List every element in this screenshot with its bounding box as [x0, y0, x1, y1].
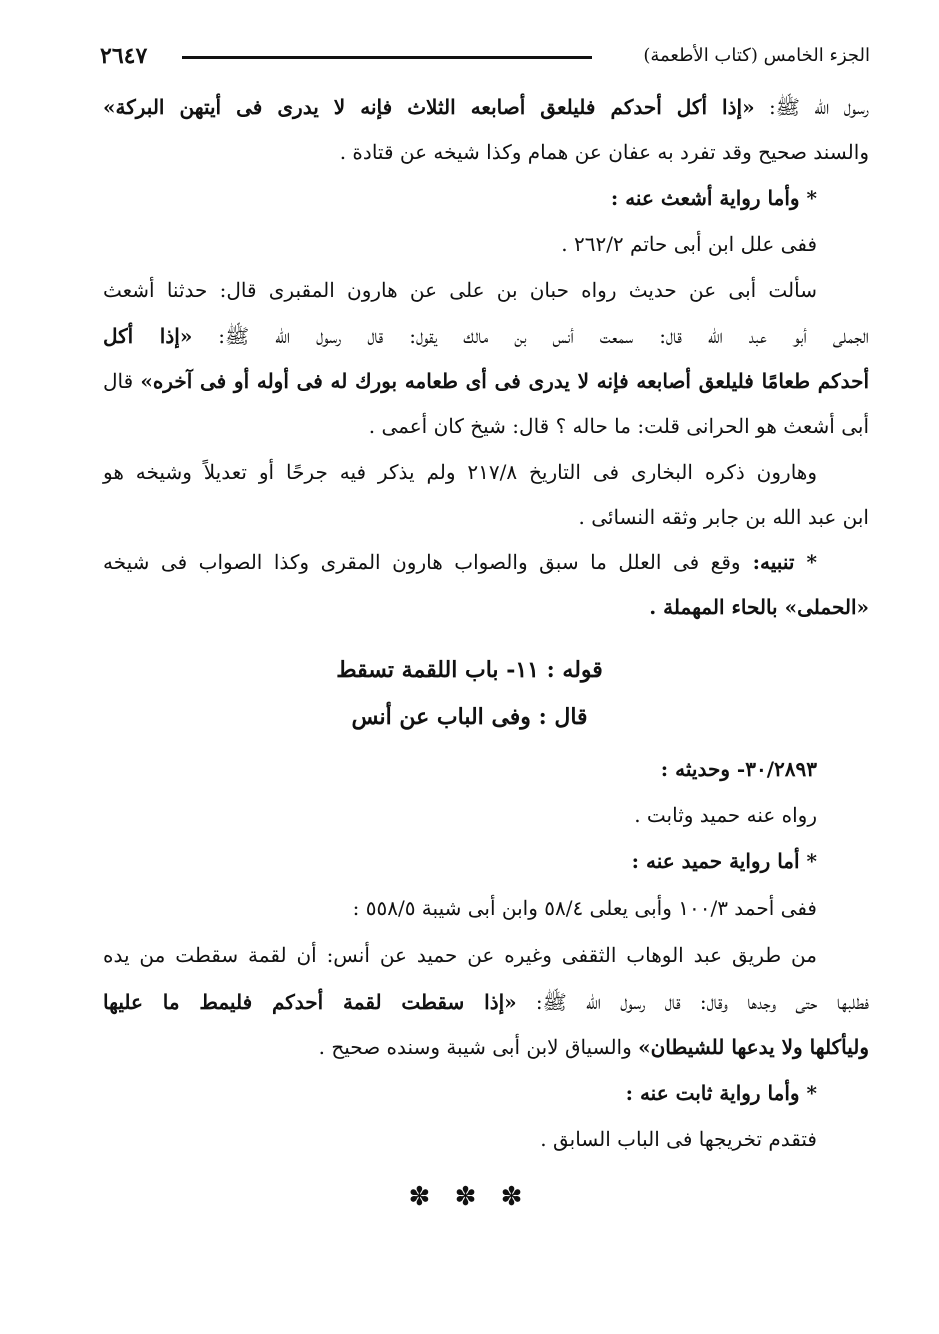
- text-line: [103, 545, 817, 579]
- chapter-subheading: قال : وفى الباب عن أنس: [351, 704, 588, 730]
- text-line: من طريق عبد الوهاب الثقفى وغيره عن حميد عن أنس: أن لقمة سقطت من يده: [103, 943, 817, 967]
- text-line: سألت أبى عن حديث رواه حبان بن على عن هارون المقبرى قال: حدثنا أشعث: [103, 278, 817, 302]
- text-line: رواه عنه حميد وثابت .: [634, 803, 817, 827]
- hadith-quote: «إذا أكل أحدكم فليلعق أصابعه الثلاث فإنه لا يدرى فى أيتهن البركة»: [103, 95, 755, 119]
- text-line: [319, 1030, 869, 1064]
- text-line: أبى أشعث هو الحرانى قلت: ما حاله ؟ قال: شيخ كان أعمى .: [368, 414, 869, 438]
- text-run: «الحملى» بالحاء المهملة .: [649, 595, 869, 619]
- running-title: الجزء الخامس (كتاب الأطعمة): [643, 45, 870, 66]
- text-run: والسياق لابن أبى شيبة وسنده صحيح .: [318, 1035, 639, 1059]
- text-run: الجملى أبو عبد الله قال: سمعت أنس بن مالك يقول: قال رسول الله ﷺ:: [192, 324, 869, 348]
- header-rule: [182, 56, 592, 59]
- text-line: ففى علل ابن أبى حاتم ٢٦٢/٢ .: [561, 232, 817, 256]
- text-line: ففى أحمد ١٠٠/٣ وأبى يعلى ٥٨/٤ وابن أبى شيبة ٥٥٨/٥ :: [352, 896, 817, 920]
- text-line: [649, 590, 869, 624]
- page-number: ٢٦٤٧: [100, 43, 148, 69]
- section-heading: * وأما رواية أشعث عنه :: [610, 186, 817, 210]
- hadith-quote: «إذا أكل: [103, 324, 193, 348]
- text-line: [103, 985, 869, 1019]
- chapter-heading: قوله : ١١- باب اللقمة تسقط: [336, 657, 603, 683]
- text-run: رسول الله ﷺ:: [754, 95, 870, 119]
- text-line: [103, 319, 869, 353]
- text-line: ابن عبد الله بن جابر وثقه النسائى .: [578, 505, 869, 529]
- section-heading: * أما رواية حميد عنه :: [631, 849, 817, 873]
- hadith-number: ٣٠/٢٨٩٣- وحديثه :: [660, 757, 817, 781]
- section-divider-stars: ✽ ✽ ✽: [408, 1182, 531, 1212]
- text-run: قال: [103, 369, 141, 393]
- hadith-quote: أحدكم طعامًا فليلعق أصابعه فإنه لا يدرى فى أى طعامه بورك له فى أوله أو فى آخره»: [140, 369, 870, 393]
- text-line: [103, 90, 869, 124]
- text-line: والسند صحيح وقد تفرد به عفان عن همام وكذا شيخه عن قتادة .: [339, 140, 869, 164]
- text-run: فطلبها حتى وجدها وقال: قال رسول الله ﷺ:: [516, 990, 870, 1014]
- text-line: وهارون ذكره البخارى فى التاريخ ٢١٧/٨ ولم يذكر فيه جرحًا أو تعديلاً وشيخه هو: [103, 460, 817, 484]
- text-run: وقع فى العلل ما سبق والصواب هارون المقرى وكذا الصواب فى شيخه: [103, 550, 741, 574]
- hadith-quote: «إذا سقطت لقمة أحدكم فليمط ما عليها: [103, 990, 517, 1014]
- text-line: فتقدم تخريجها فى الباب السابق .: [540, 1127, 817, 1151]
- section-heading: * وأما رواية ثابت عنه :: [625, 1081, 817, 1105]
- text-line: [103, 364, 869, 398]
- page-header: [100, 40, 870, 72]
- note-label: * تنبيه:: [740, 550, 817, 574]
- hadith-quote: وليأكلها ولا يدعها للشيطان»: [638, 1035, 869, 1059]
